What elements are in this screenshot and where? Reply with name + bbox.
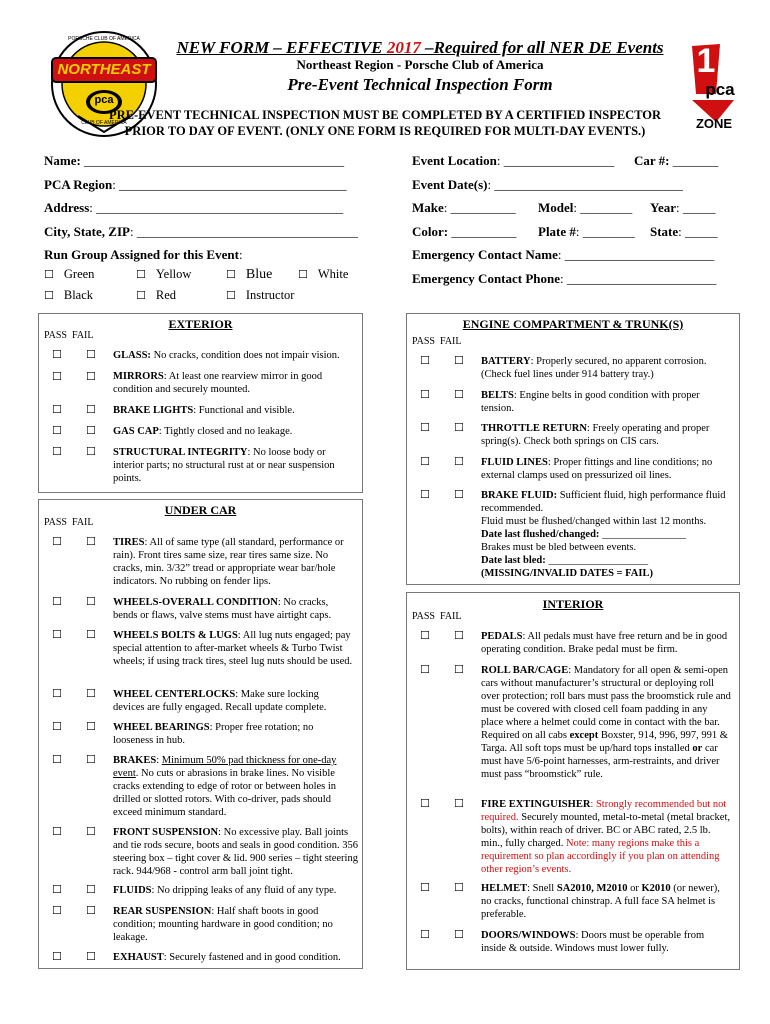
pass-checkbox-rear-suspension[interactable]: ☐ [52,904,62,917]
run-group-yellow[interactable]: ☐ Yellow [136,267,192,281]
inspection-item-wheel-bearings: WHEEL BEARINGS: Proper free rotation; no looseness in hub. [113,722,314,746]
logo-pca-badge: pca [94,94,114,106]
fail-checkbox-wheel-lugs[interactable]: ☐ [86,628,96,641]
pass-checkbox-wheel-bearings[interactable]: ☐ [52,720,62,733]
page-title [140,38,700,58]
fail-checkbox-tires[interactable]: ☐ [86,535,96,548]
fail-checkbox-brake-lights[interactable]: ☐ [86,403,96,416]
notice-line-1: PRE-EVENT TECHNICAL INSPECTION MUST BE COMPLETED BY A CERTIFIED INSPECTOR [108,108,662,122]
exterior-pass-fail-header: PASS FAIL [44,330,94,341]
pass-checkbox-mirrors[interactable]: ☐ [52,370,62,383]
pass-checkbox-brake-fluid[interactable]: ☐ [420,488,430,501]
pass-checkbox-brake-lights[interactable]: ☐ [52,403,62,416]
inspection-item-centerlocks: WHEEL CENTERLOCKS: Make sure locking devices are fully engaged. Recall update complete. [113,689,327,713]
pass-checkbox-throttle[interactable]: ☐ [420,421,430,434]
pass-checkbox-fluid-lines[interactable]: ☐ [420,455,430,468]
address-field[interactable]: Address: ______________________________________ [44,200,344,215]
year-field[interactable]: Year: _____ [650,200,716,215]
exterior-heading: EXTERIOR [168,317,233,331]
fail-checkbox-wheels-condition[interactable]: ☐ [86,595,96,608]
under-car-pass-fail-header: PASS FAIL [44,517,94,528]
fail-checkbox-fluid-lines[interactable]: ☐ [454,455,464,468]
inspection-item-brake-fluid: BRAKE FLUID: Sufficient fluid, high performance fluid recommended. Fluid must be flushed/changed within last 12 months. Date last flushed/changed: ________________ Brakes must be bled between events. Date last bled: ___________________ (MISSING/INVALID DATES = FAIL) [481,490,726,579]
emergency-name-field[interactable]: Emergency Contact Name: _______________________ [412,247,715,262]
inspection-item-mirrors: MIRRORS: At least one rearview mirror in good condition and securely mounted. [113,371,323,395]
pass-checkbox-battery[interactable]: ☐ [420,354,430,367]
interior-heading: INTERIOR [542,597,604,611]
state-field[interactable]: State: _____ [650,224,718,239]
fail-checkbox-structural[interactable]: ☐ [86,445,96,458]
region-field[interactable]: PCA Region: ___________________________________ [44,177,347,192]
under-car-heading: UNDER CAR [164,503,237,517]
inspection-item-pedals: PEDALS: All pedals must have free return and be in good operating condition. Brake pedal must be firm. [481,631,728,655]
inspection-item-exhaust: EXHAUST: Securely fastened and in good condition. [113,952,341,963]
fail-checkbox-throttle[interactable]: ☐ [454,421,464,434]
form-title: Pre-Event Technical Inspection Form [287,75,553,94]
inspection-item-throttle: THROTTLE RETURN: Freely operating and proper spring(s). Check both springs on CIS cars. [481,423,710,447]
pass-checkbox-roll-bar[interactable]: ☐ [420,663,430,676]
fail-checkbox-mirrors[interactable]: ☐ [86,370,96,383]
inspection-item-gas-cap: GAS CAP: Tightly closed and no leakage. [113,426,293,437]
notice-line-2: PRIOR TO DAY OF EVENT. (ONLY ONE FORM IS REQUIRED FOR MULTI-DAY EVENTS.) [124,124,646,138]
zone-number: 1 [696,42,716,80]
fail-checkbox-glass[interactable]: ☐ [86,348,96,361]
fail-checkbox-battery[interactable]: ☐ [454,354,464,367]
pass-checkbox-pedals[interactable]: ☐ [420,629,430,642]
pass-checkbox-tires[interactable]: ☐ [52,535,62,548]
run-group-green[interactable]: ☐ Green [44,267,95,281]
fail-checkbox-roll-bar[interactable]: ☐ [454,663,464,676]
car-number-field[interactable]: Car #: _______ [634,153,719,168]
title-post: –Required for all NER DE Events [420,38,664,57]
inspection-item-brakes: BRAKES: Minimum 50% pad thickness for one-day event. No cuts or abrasions in brake lines. No visible cracks extending to edge of rotor or between holes in drilled or slotted rotors. With co-driver, pads should exceed minimum standard. [113,755,337,818]
inspection-item-brake-lights: BRAKE LIGHTS: Functional and visible. [113,405,295,416]
pass-checkbox-glass[interactable]: ☐ [52,348,62,361]
fail-checkbox-wheel-bearings[interactable]: ☐ [86,720,96,733]
run-group-instructor[interactable]: ☐ Instructor [226,288,295,302]
pass-checkbox-gas-cap[interactable]: ☐ [52,424,62,437]
pass-checkbox-fluids[interactable]: ☐ [52,883,62,896]
zone-pca-badge: pca [705,80,735,99]
pass-checkbox-structural[interactable]: ☐ [52,445,62,458]
fail-checkbox-belts[interactable]: ☐ [454,388,464,401]
fail-checkbox-fluids[interactable]: ☐ [86,883,96,896]
interior-pass-fail-header: PASS FAIL [412,611,462,622]
run-group-label: Run Group Assigned for this Event: [44,247,243,262]
inspection-item-rear-suspension: REAR SUSPENSION: Half shaft boots in good condition; mounting hardware in good condition; no leakage. [113,906,333,943]
fail-checkbox-doors-windows[interactable]: ☐ [454,928,464,941]
pass-checkbox-brakes[interactable]: ☐ [52,753,62,766]
name-field[interactable]: Name: ________________________________________ [44,153,345,168]
title-pre: NEW FORM – EFFECTIVE [176,38,387,57]
pass-checkbox-belts[interactable]: ☐ [420,388,430,401]
inspection-item-glass: GLASS: No cracks, condition does not impair vision. [113,350,340,361]
inspection-item-doors-windows: DOORS/WINDOWS: Doors must be operable from inside & outside. Windows must lower fully. [481,930,705,954]
inspection-item-fluids: FLUIDS: No dripping leaks of any fluid of any type. [113,885,337,896]
pass-checkbox-front-suspension[interactable]: ☐ [52,825,62,838]
subtitle: Northeast Region - Porsche Club of America [296,57,544,72]
logo-top-text: PORSCHE CLUB OF AMERICA [68,36,140,42]
pass-checkbox-centerlocks[interactable]: ☐ [52,687,62,700]
pass-checkbox-wheel-lugs[interactable]: ☐ [52,628,62,641]
fail-checkbox-brake-fluid[interactable]: ☐ [454,488,464,501]
pass-checkbox-doors-windows[interactable]: ☐ [420,928,430,941]
pass-checkbox-wheels-condition[interactable]: ☐ [52,595,62,608]
inspection-item-belts: BELTS: Engine belts in good condition with proper tension. [481,390,700,414]
inspection-item-tires: TIRES: All of same type (all standard, performance or rain). Front tires same size, rear tires same size. No cracks, min. 3/32” tread or appropriate wear bar/hole indicators. No rubbing on fender lips. [113,537,344,587]
inspection-item-structural: STRUCTURAL INTEGRITY: No loose body or interior parts; no structural rust at or near suspension points. [113,447,335,484]
fail-checkbox-front-suspension[interactable]: ☐ [86,825,96,838]
inspection-item-roll-bar: ROLL BAR/CAGE: Mandatory for all open & semi-open cars without manufacturer’s structural or deploying roll over protection; roll bars must pass the broomstick rule and must be covered with closed cell foam padding in any place where a helmet could come in contact with the bar. Required on all cabs except Boxster, 914, 996, 997, 991 & Targa. All soft tops must be up/hard tops installed or car must have 5/6-point harnesses, arm-restraints, and driver must pass “broomstick” rule. [481,665,731,780]
pass-checkbox-helmet[interactable]: ☐ [420,881,430,894]
inspection-item-front-suspension: FRONT SUSPENSION: No excessive play. Ball joints and tie rods secure, boots and seals in good condition. 356 steering box – tight cover & lid. 900 series – tight steering rack. 944/968 - control arm ball joint tight. [113,827,358,877]
engine-pass-fail-header: PASS FAIL [412,336,462,347]
fail-checkbox-brakes[interactable]: ☐ [86,753,96,766]
event-location-field[interactable]: Event Location: _________________ [412,153,615,168]
run-group-blue[interactable]: ☐ Blue [226,267,273,282]
fail-checkbox-pedals[interactable]: ☐ [454,629,464,642]
inspection-item-fluid-lines: FLUID LINES: Proper fittings and line conditions; no external clamps used on pressurized oil lines. [481,457,713,481]
logo-northeast-word: NORTHEAST [57,61,151,78]
inspection-item-fire-extinguisher: FIRE EXTINGUISHER: Strongly recommended but not required. Securely mounted, metal-to-metal (metal bracket, bolts), within reach of driver. BC or ABC rated, 2.5 lb. min., fully charged. Note: many regions make this a requirement so plan accordingly if you plan on attending other region’s events. [481,799,730,875]
pass-checkbox-fire-extinguisher[interactable]: ☐ [420,797,430,810]
fail-checkbox-centerlocks[interactable]: ☐ [86,687,96,700]
fail-checkbox-helmet[interactable]: ☐ [454,881,464,894]
inspection-item-wheels-condition: WHEELS-OVERALL CONDITION: No cracks, bends or flaws, valve stems must have airtight caps. [113,597,332,621]
color-field[interactable]: Color: __________ [412,224,517,239]
fail-checkbox-rear-suspension[interactable]: ☐ [86,904,96,917]
inspection-item-wheel-lugs: WHEELS BOLTS & LUGS: All lug nuts engaged; pay special attention to after-market wheels & Turbo Twist wheels; if using track tires, steel lug nuts should be used. [113,630,353,667]
pass-checkbox-exhaust[interactable]: ☐ [52,950,62,963]
fail-checkbox-exhaust[interactable]: ☐ [86,950,96,963]
inspection-item-helmet: HELMET: Snell SA2010, M2010 or K2010 (or newer), no cracks, functional chinstrap. A full face SA helmet is preferable. [481,883,720,920]
run-group-white[interactable]: ☐ White [298,267,349,281]
title-year: 2017 [386,38,421,57]
fail-checkbox-gas-cap[interactable]: ☐ [86,424,96,437]
inspection-item-battery: BATTERY: Properly secured, no apparent corrosion. (Check fuel lines under 914 battery tray.) [481,356,707,380]
run-group-red[interactable]: ☐ Red [136,288,177,302]
inspection-notice [60,107,710,139]
zone-word: ZONE [695,116,733,131]
engine-heading: ENGINE COMPARTMENT & TRUNK(S) [462,317,684,331]
emergency-phone-field[interactable]: Emergency Contact Phone: _______________________ [412,271,717,286]
plate-field[interactable]: Plate #: ________ [538,224,635,239]
fail-checkbox-fire-extinguisher[interactable]: ☐ [454,797,464,810]
city-field[interactable]: City, State, ZIP: __________________________________ [44,224,358,239]
logo-bottom-text: CLUB OF AMERICA [81,120,127,126]
run-group-black[interactable]: ☐ Black [44,288,94,302]
make-field[interactable]: Make: __________ [412,200,516,215]
model-field[interactable]: Model: ________ [538,200,633,215]
event-dates-field[interactable]: Event Date(s): _____________________________ [412,177,683,192]
